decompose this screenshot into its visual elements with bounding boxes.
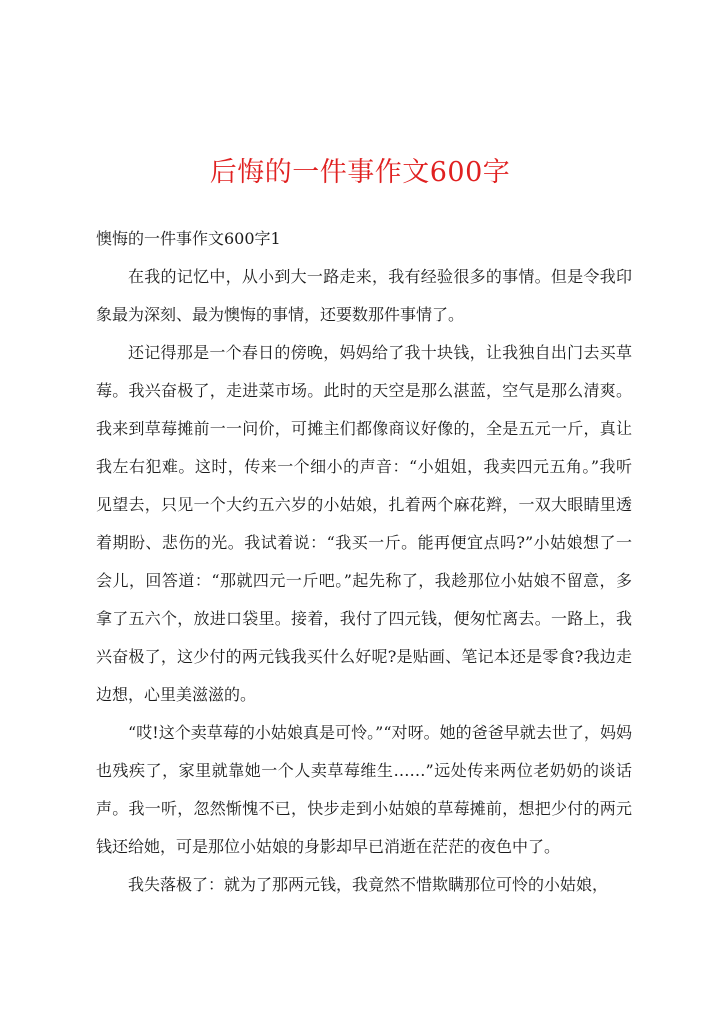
paragraph-4: 我失落极了：就为了那两元钱，我竟然不惜欺瞒那位可怜的小姑娘，	[128, 875, 609, 894]
paragraph-2: 还记得那是一个春日的傍晚，妈妈给了我十块钱，让我独自出门去买草莓。我兴奋极了，走进菜市场。此时的天空是那么湛蓝，空气是那么清爽。我来到草莓摊前一一问价，可摊主们都像商议好像的，全是五元一斤，真让我左右犯难。这时，传来一个细小的声音：“小姐姐，我卖四元五角。”我听见望去，只见一个大约五六岁的小姑娘，扎着两个麻花辫，一双大眼睛里透着期盼、悲伤的光。我试着说：“我买一斤。能再便宜点吗?”小姑娘想了一会儿，回答道：“那就四元一斤吧。”起先称了，我趁那位小姑娘不留意，多拿了五六个，放进口袋里。接着，我付了四元钱，便匆忙离去。一路上，我兴奋极了，这少付的两元钱我买什么好呢?是贴画、笔记本还是零食?我边走边想，心里美滋滋的。	[96, 343, 632, 704]
document-subtitle: 懊悔的一件事作文600字1	[96, 229, 281, 248]
paragraph-3: “哎!这个卖草莓的小姑娘真是可怜。”“对呀。她的爸爸早就去世了，妈妈也残疾了，家里就靠她一个人卖草莓维生……”远处传来两位老奶奶的谈话声。我一听，忽然惭愧不已，快步走到小姑娘的草莓摊前，想把少付的两元钱还给她，可是那位小姑娘的身影却早已消逝在茫茫的夜色中了。	[96, 723, 632, 856]
document-title: 后悔的一件事作文600字	[209, 157, 511, 188]
paragraph-1: 在我的记忆中，从小到大一路走来，我有经验很多的事情。但是令我印象最为深刻、最为懊悔的事情，还要数那件事情了。	[96, 267, 632, 324]
document-body	[96, 220, 632, 904]
